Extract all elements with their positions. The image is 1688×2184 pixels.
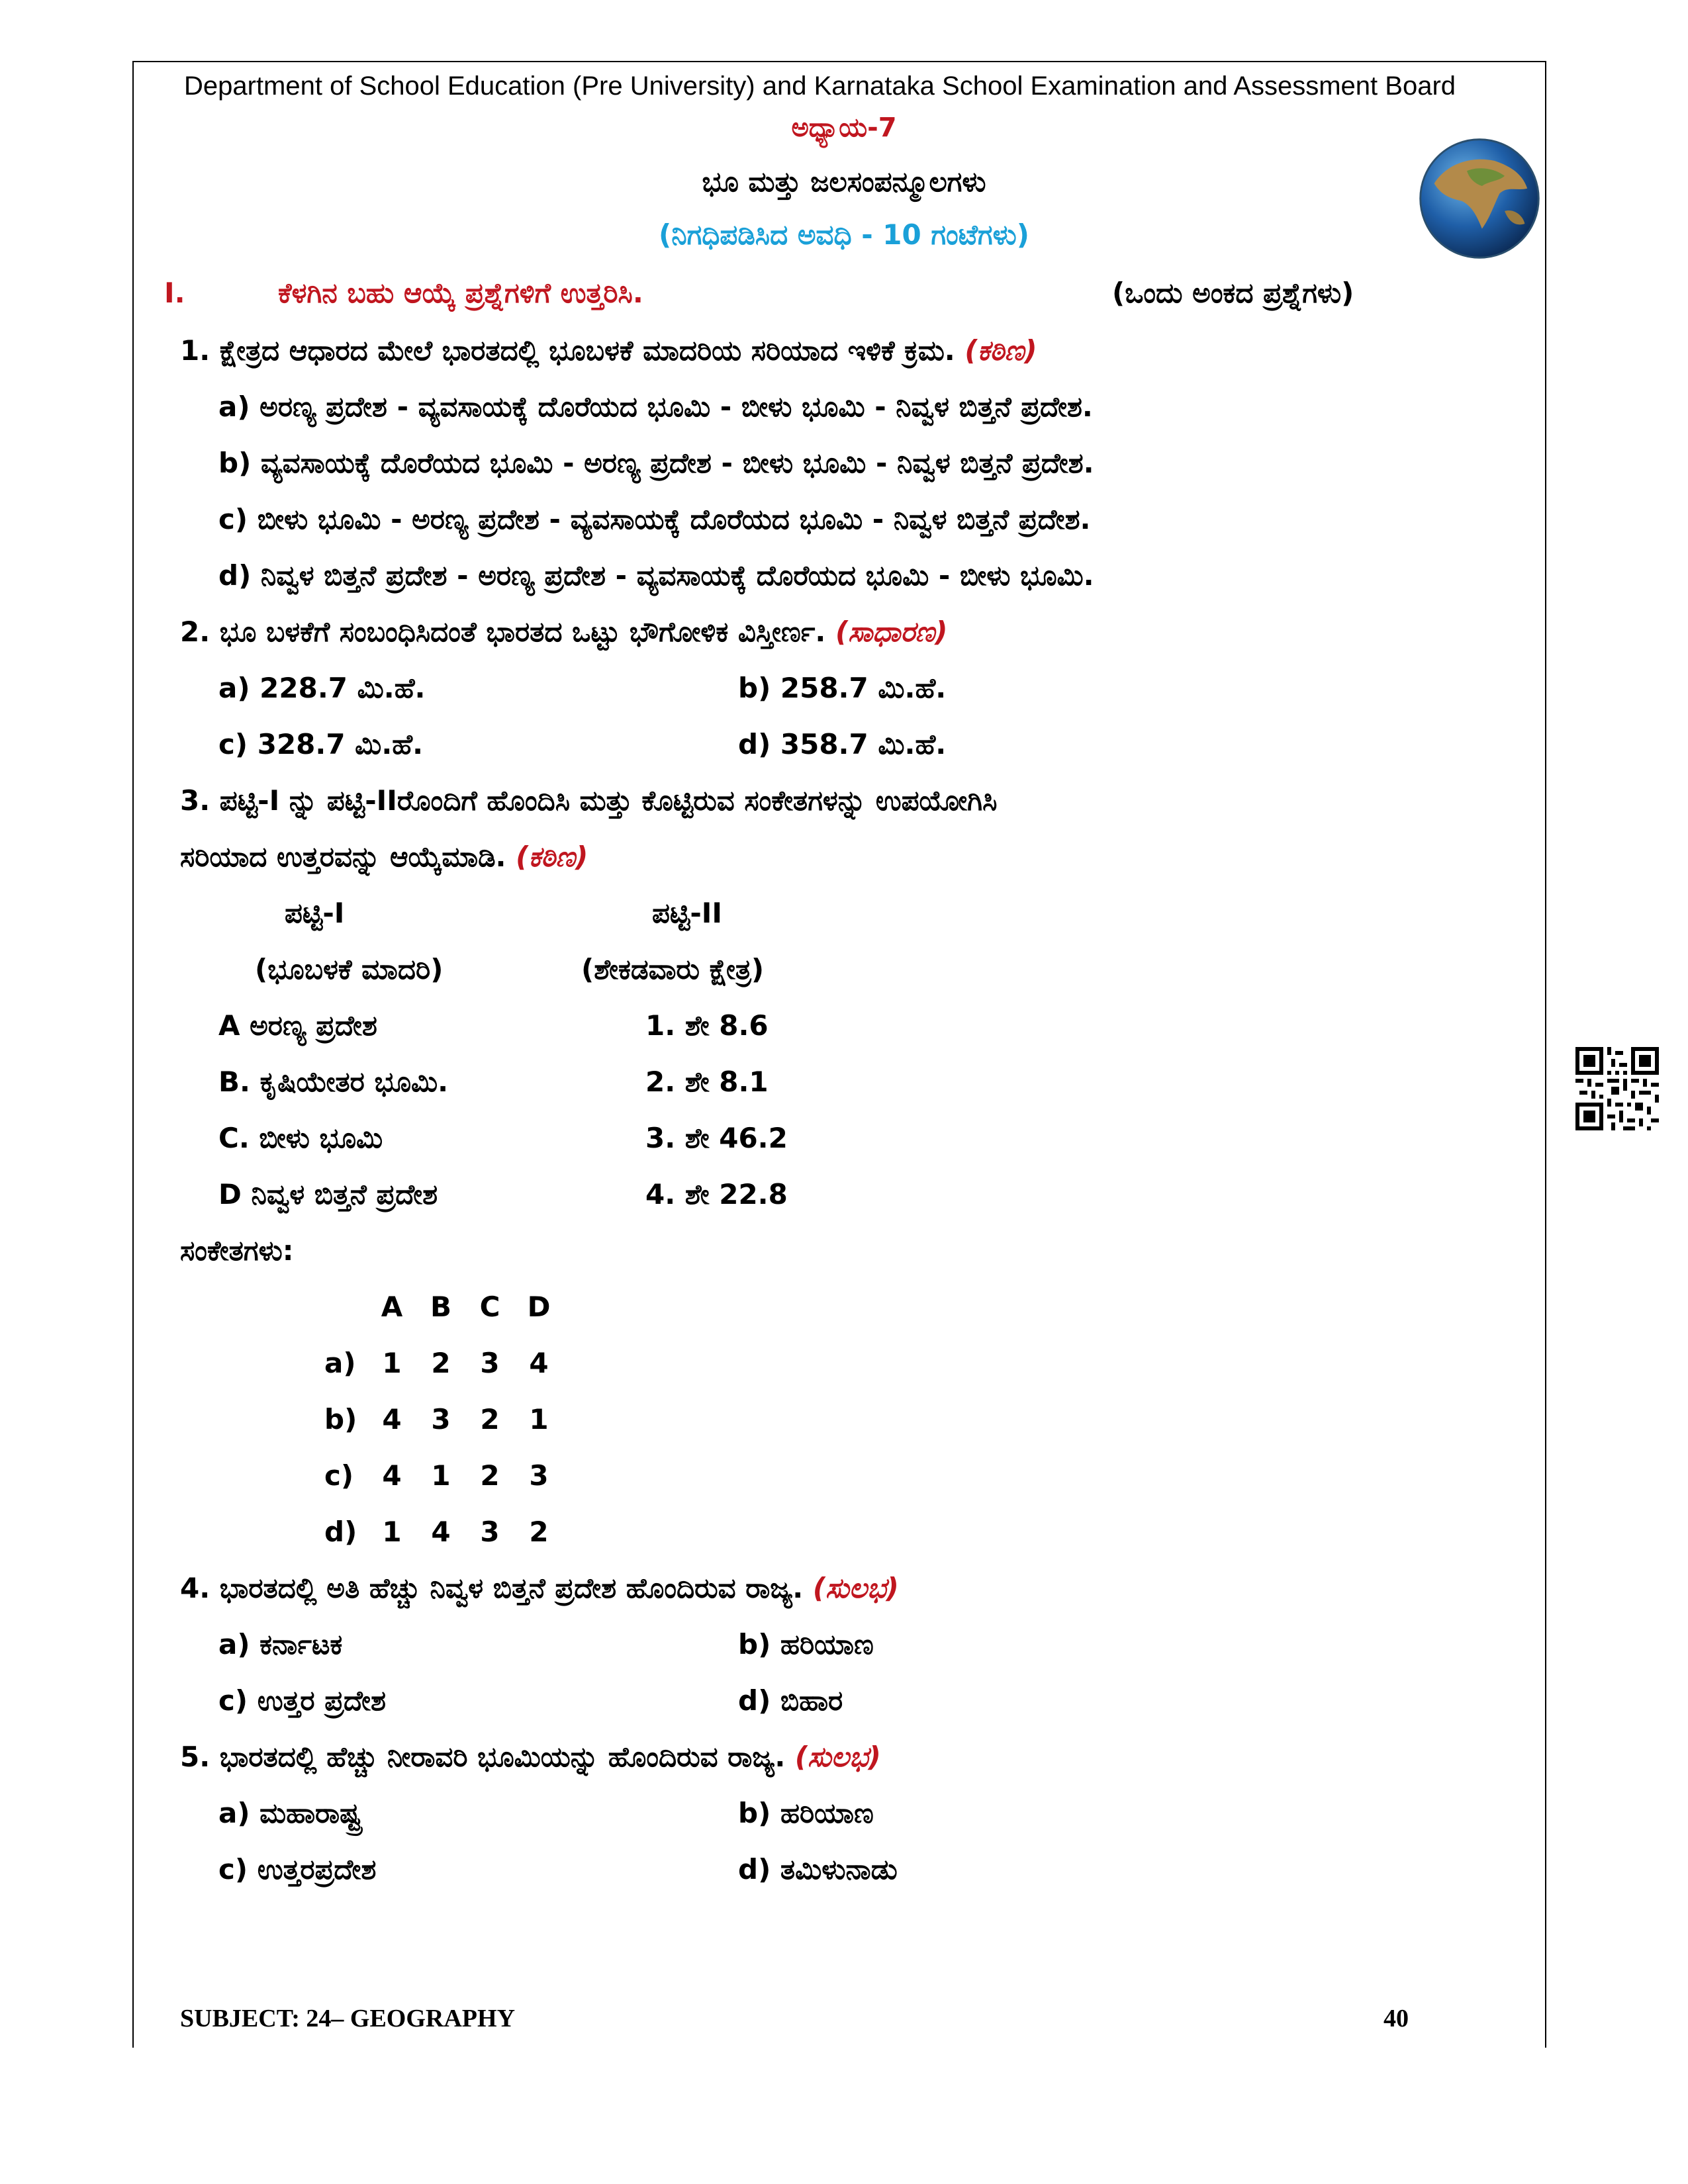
list-1-item: C. ಬೀಳು ಭೂಮಿ — [218, 1122, 383, 1154]
question-3-text: ಸರಿಯಾದ ಉತ್ತರವನ್ನು ಆಯ್ಕೆಮಾಡಿ. — [180, 841, 506, 873]
code-cell: 2 — [480, 1459, 500, 1492]
list-2-subheading: (ಶೇಕಡವಾರು ಕ್ಷೇತ್ರ) — [581, 953, 765, 985]
code-cell: 3 — [431, 1403, 451, 1435]
question-1-level: (ಕಠಿಣ) — [964, 334, 1037, 367]
q4-option-b[interactable]: b) ಹರಿಯಾಣ — [738, 1628, 874, 1661]
list-1-item: D ನಿವ್ವಳ ಬಿತ್ತನೆ ಪ್ರದೇಶ — [218, 1178, 438, 1210]
code-cell: 2 — [480, 1403, 500, 1435]
q5-option-d[interactable]: d) ತಮಿಳುನಾಡು — [738, 1853, 898, 1886]
question-4-level: (ಸುಲಭ) — [812, 1572, 899, 1604]
list-1-subheading: (ಭೂಬಳಕೆ ಮಾದರಿ) — [255, 953, 444, 985]
chapter-number: ಅಧ್ಯಾಯ-7 — [791, 113, 897, 143]
code-head-d: D — [527, 1291, 551, 1323]
q5-option-c[interactable]: c) ಉತ್ತರಪ್ರದೇಶ — [218, 1853, 377, 1886]
code-cell: 1 — [382, 1516, 402, 1548]
q1-option-a[interactable]: a) ಅರಣ್ಯ ಪ್ರದೇಶ - ವ್ಯವಸಾಯಕ್ಕೆ ದೊರೆಯದ ಭೂಮಿ - ಬೀಳು ಭೂಮಿ - ನಿವ್ವಳ ಬಿತ್ತನೆ ಪ್ರದೇಶ. — [218, 390, 1093, 423]
list-1-heading: ಪಟ್ಟಿ-I — [285, 897, 345, 929]
code-head-a: A — [381, 1291, 403, 1323]
q4-option-a[interactable]: a) ಕರ್ನಾಟಕ — [218, 1628, 343, 1661]
q4-option-d[interactable]: d) ಬಿಹಾರ — [738, 1684, 843, 1717]
q2-option-b[interactable]: b) 258.7 ಮಿ.ಹೆ. — [738, 672, 947, 704]
code-option-a[interactable]: a) — [324, 1347, 356, 1379]
code-cell: 1 — [382, 1347, 402, 1379]
list-2-item: 4. ಶೇ 22.8 — [645, 1178, 788, 1210]
question-3-line-1: 3. ಪಟ್ಟಿ-I ನ್ನು ಪಟ್ಟಿ-IIರೊಂದಿಗೆ ಹೊಂದಿಸಿ ಮತ್ತು ಕೊಟ್ಟಿರುವ ಸಂಕೇತಗಳನ್ನು ಉಪಯೋಗಿಸಿ — [180, 784, 998, 817]
code-head-c: C — [479, 1291, 500, 1323]
question-5-level: (ಸುಲಭ) — [794, 1741, 881, 1773]
question-1 — [180, 334, 1037, 367]
list-2-item: 3. ಶೇ 46.2 — [645, 1122, 788, 1154]
question-2-level: (ಸಾಧಾರಣ) — [835, 615, 948, 648]
section-number: I. — [164, 277, 185, 309]
code-cell: 3 — [480, 1347, 500, 1379]
question-2-text: 2. ಭೂ ಬಳಕೆಗೆ ಸಂಬಂಧಿಸಿದಂತೆ ಭಾರತದ ಒಟ್ಟು ಭೌಗೋಳಿಕ ವಿಸ್ತೀರ್ಣ. — [180, 615, 826, 648]
question-5 — [180, 1741, 881, 1774]
code-cell: 4 — [431, 1516, 451, 1548]
section-marks: (ಒಂದು ಅಂಕದ ಪ್ರಶ್ನೆಗಳು) — [1112, 277, 1354, 309]
code-cell: 2 — [431, 1347, 451, 1379]
list-2-item: 1. ಶೇ 8.6 — [645, 1009, 769, 1042]
question-3-line-2 — [180, 841, 588, 874]
question-2 — [180, 615, 948, 649]
code-head-b: B — [430, 1291, 451, 1323]
department-header: Department of School Education (Pre University) and Karnataka School Examination and Assessment Board — [184, 71, 1456, 101]
q5-option-a[interactable]: a) ಮಹಾರಾಷ್ಟ್ರ — [218, 1797, 361, 1829]
code-option-b[interactable]: b) — [324, 1403, 357, 1435]
globe-icon — [1417, 136, 1542, 261]
question-4-text: 4. ಭಾರತದಲ್ಲಿ ಅತಿ ಹೆಚ್ಚು ನಿವ್ವಳ ಬಿತ್ತನೆ ಪ್ರದೇಶ ಹೊಂದಿರುವ ರಾಜ್ಯ. — [180, 1572, 804, 1604]
q2-option-a[interactable]: a) 228.7 ಮಿ.ಹೆ. — [218, 672, 426, 704]
list-2-item: 2. ಶೇ 8.1 — [645, 1066, 769, 1098]
codes-label: ಸಂಕೇತಗಳು: — [180, 1234, 294, 1267]
section-title: ಕೆಳಗಿನ ಬಹು ಆಯ್ಕೆ ಪ್ರಶ್ನೆಗಳಿಗೆ ಉತ್ತರಿಸಿ. — [278, 277, 643, 309]
code-cell: 1 — [431, 1459, 451, 1492]
list-2-heading: ಪಟ್ಟಿ-II — [652, 897, 723, 929]
code-cell: 4 — [382, 1459, 402, 1492]
code-cell: 4 — [529, 1347, 549, 1379]
q2-option-d[interactable]: d) 358.7 ಮಿ.ಹೆ. — [738, 728, 947, 760]
question-1-text: 1. ಕ್ಷೇತ್ರದ ಆಧಾರದ ಮೇಲೆ ಭಾರತದಲ್ಲಿ ಭೂಬಳಕೆ ಮಾದರಿಯ ಸರಿಯಾದ ಇಳಿಕೆ ಕ್ರಮ. — [180, 334, 955, 367]
code-cell: 2 — [529, 1516, 549, 1548]
footer-subject: SUBJECT: 24– GEOGRAPHY — [180, 2005, 516, 2032]
q2-option-c[interactable]: c) 328.7 ಮಿ.ಹೆ. — [218, 728, 424, 760]
code-cell: 4 — [382, 1403, 402, 1435]
q1-option-c[interactable]: c) ಬೀಳು ಭೂಮಿ - ಅರಣ್ಯ ಪ್ರದೇಶ - ವ್ಯವಸಾಯಕ್ಕೆ ದೊರೆಯದ ಭೂಮಿ - ನಿವ್ವಳ ಬಿತ್ತನೆ ಪ್ರದೇಶ. — [218, 503, 1091, 535]
chapter-title: ಭೂ ಮತ್ತು ಜಲಸಂಪನ್ಮೂಲಗಳು — [702, 165, 986, 198]
q5-option-b[interactable]: b) ಹರಿಯಾಣ — [738, 1797, 874, 1829]
code-option-d[interactable]: d) — [324, 1516, 357, 1548]
q1-option-d[interactable]: d) ನಿವ್ವಳ ಬಿತ್ತನೆ ಪ್ರದೇಶ - ಅರಣ್ಯ ಪ್ರದೇಶ - ವ್ಯವಸಾಯಕ್ಕೆ ದೊರೆಯದ ಭೂಮಿ - ಬೀಳು ಭೂಮಿ. — [218, 559, 1094, 592]
list-1-item: B. ಕೃಷಿಯೇತರ ಭೂಮಿ. — [218, 1066, 449, 1098]
q4-option-c[interactable]: c) ಉತ್ತರ ಪ್ರದೇಶ — [218, 1684, 386, 1717]
question-4 — [180, 1572, 899, 1605]
qr-code-icon[interactable] — [1575, 1047, 1659, 1130]
list-1-item: A ಅರಣ್ಯ ಪ್ರದೇಶ — [218, 1009, 377, 1042]
page-number: 40 — [1383, 2005, 1409, 2032]
code-option-c[interactable]: c) — [324, 1459, 354, 1492]
question-5-text: 5. ಭಾರತದಲ್ಲಿ ಹೆಚ್ಚು ನೀರಾವರಿ ಭೂಮಿಯನ್ನು ಹೊಂದಿರುವ ರಾಜ್ಯ. — [180, 1741, 786, 1773]
code-cell: 3 — [480, 1516, 500, 1548]
question-3-level: (ಕಠಿಣ) — [516, 841, 588, 873]
q1-option-b[interactable]: b) ವ್ಯವಸಾಯಕ್ಕೆ ದೊರೆಯದ ಭೂಮಿ - ಅರಣ್ಯ ಪ್ರದೇಶ - ಬೀಳು ಭೂಮಿ - ನಿವ್ವಳ ಬಿತ್ತನೆ ಪ್ರದೇಶ. — [218, 447, 1094, 479]
code-cell: 1 — [529, 1403, 549, 1435]
code-cell: 3 — [529, 1459, 549, 1492]
allotted-period: (ನಿಗಧಿಪಡಿಸಿದ ಅವಧಿ - 10 ಗಂಟೆಗಳು) — [659, 218, 1029, 251]
